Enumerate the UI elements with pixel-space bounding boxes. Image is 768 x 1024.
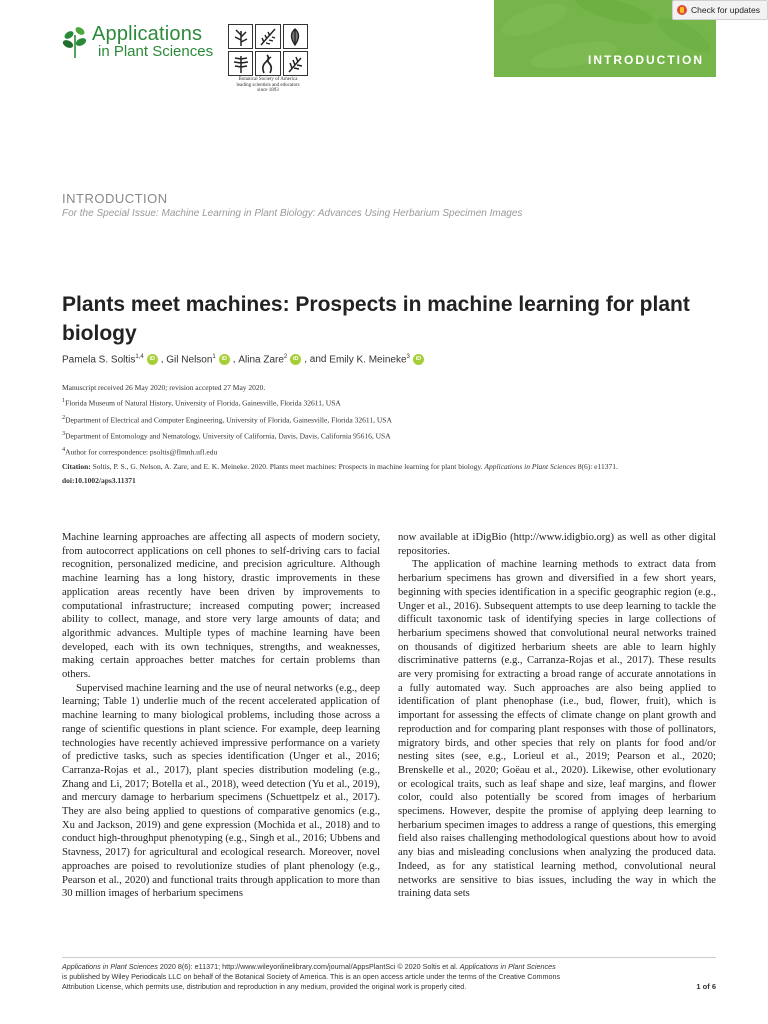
footer-line-3: Attribution License, which permits use, distribution and reproduction in any medium, provided the original work is properly cited. bbox=[62, 982, 467, 992]
branch-sketch-icon bbox=[283, 51, 308, 76]
check-for-updates-button[interactable] bbox=[672, 0, 768, 20]
affil-sup: 2 bbox=[62, 414, 66, 421]
author-affil-sup: 2 bbox=[283, 354, 288, 360]
orcid-icon[interactable]: iD bbox=[219, 354, 230, 365]
citation-label: Citation: bbox=[62, 462, 91, 471]
affil-text: Florida Museum of Natural History, University of Florida, Gainesville, Florida 32611, USA bbox=[65, 398, 341, 408]
body-column-left bbox=[62, 531, 380, 901]
citation-journal: Applications in Plant Sciences bbox=[484, 462, 576, 471]
journal-name-line2: in Plant Sciences bbox=[98, 43, 214, 60]
author-1[interactable] bbox=[62, 354, 144, 365]
journal-name bbox=[92, 24, 213, 59]
author-name: Alina Zare bbox=[238, 354, 284, 366]
plant-sketch-icon bbox=[228, 24, 253, 49]
correspondence-text[interactable]: Author for correspondence: psoltis@flmnh.ufl.edu bbox=[65, 447, 218, 457]
journal-logo[interactable] bbox=[60, 24, 213, 59]
frond-sketch-icon bbox=[228, 51, 253, 76]
section-banner-label: INTRODUCTION bbox=[588, 53, 704, 67]
special-issue-line: For the Special Issue: Machine Learning in Plant Biology: Advances Using Herbarium Specimen Images bbox=[62, 208, 523, 219]
body-paragraph: The application of machine learning methods to extract data from herbarium specimens has grown and diversified in a few short years, beginning with species identification in a specific geographic region (e.g., Unger et al., 2016). Subsequent attempts to use deep learning to tackle the difficult taxonomic task of identifying species in large collections of herbarium specimens showed that convolutional neural networks trained on thousands of digitized herbarium sheets are able to learn highly discriminative patterns (e.g., Carranza-Rojas et al., 2017). These results are very promising for extracting a broad range of accurate annotations in a fully automated way. Such approaches are also being applied to identification of plant phenophase (i.e., bud, flower, fruit), which is important for assessing the effects of climate change on plant growth and reproduction and for comparing plant responses with those of pollinators, migratory birds, and other species that rely on plants for food and/or nesting sites (see, e.g., Lorieul et al., 2019; Pearson et al., 2020; Brenskelle et al., 2020; Goëau et al., 2020). Likewise, other evolutionary or ecological traits, such as leaf shape and size, leaf margins, and flower color, could also potentially be scored from images of herbarium specimens. However, despite the promise of applying deep learning to herbarium specimen images to address a range of questions, this emerging field also raises challenging methodological questions about how to avoid any bias and misleading conclusions when analyzing the produced data. Indeed, as for any statistical learning method, convolutional neural networks are sensitive to bias issues, including the way in which the training data sets bbox=[398, 559, 716, 900]
leaf-sketch-icon bbox=[283, 24, 308, 49]
affil-text: Department of Entomology and Nematology, University of California, Davis, Davis, California 95616, USA bbox=[65, 431, 391, 441]
footer-line-1 bbox=[62, 962, 662, 972]
author-affil-sup: 1 bbox=[212, 354, 216, 360]
author-separator: , bbox=[232, 354, 239, 366]
body-paragraph: Supervised machine learning and the use of neural networks (e.g., deep learning; Table 1) underlie much of the recent accelerated application of machine learning to many biological problems, including those across a range of scientific questions in plant science. For example, deep learning technologies have recently achieved impressive performance on a variety of predictive tasks, such as species identification (Unger et al., 2016; Carranza-Rojas et al., 2017), plant species distribution modeling (e.g., Zhang and Li, 2017; Botella et al., 2018), weed detection (Yu et al., 2019), and mercury damage to herbarium specimens (Schuettpelz et al., 2017). They are also being applied to questions of comparative genomics (e.g., Xu and Jackson, 2019) and gene expression (Mochida et al., 2018) and to conduct high-throughput phenotyping (e.g., Singh et al., 2016; Ubbens and Stavness, 2017) for agricultural and ecological research. Moreover, novel approaches are poised to revolutionize studies of plant phenology (e.g., Pearson et al., 2020) and functional traits through application to more than 30 million images of herbarium specimens bbox=[62, 682, 380, 900]
author-name: Emily K. Meineke bbox=[329, 354, 407, 366]
footer-divider bbox=[62, 957, 716, 958]
author-separator: , bbox=[160, 354, 167, 366]
affiliation-3 bbox=[62, 430, 391, 441]
orcid-icon[interactable]: iD bbox=[147, 354, 158, 365]
section-kicker: INTRODUCTION bbox=[62, 191, 168, 206]
bsa-emblem bbox=[228, 24, 308, 76]
author-separator: , and bbox=[304, 354, 330, 366]
author-2[interactable] bbox=[166, 354, 215, 365]
footer-text[interactable]: 2020 8(6): e11371; http://www.wileyonlinelibrary.com/journal/AppsPlantSci © 2020 Soltis et al. bbox=[159, 962, 458, 971]
journal-name-line1: Applications bbox=[92, 23, 203, 45]
footer-journal: Applications in Plant Sciences bbox=[62, 962, 158, 971]
bsa-caption-line3: since 1893 bbox=[257, 88, 279, 93]
author-affil-sup: 1,4 bbox=[135, 354, 144, 360]
author-4[interactable] bbox=[329, 354, 410, 365]
body-paragraph: Machine learning approaches are affecting all aspects of modern society, from autocorrect applications on cell phones to self-driving cars to facial recognition, personalized medicine, and precision agriculture. Although machine learning has a long history, drastic improvements in these application areas recently have been driven by improvements to computational infrastructure; increased computing power; increased ability to collect, manage, and store very large amounts of data; and algorithmic advances. Multiple types of machine learning have been developed, each with its own techniques, strengths, and weaknesses, making certain approaches better matches for certain problems than others. bbox=[62, 532, 380, 681]
bsa-caption-line1: Botanical Society of America bbox=[238, 77, 298, 82]
affiliation-1 bbox=[62, 397, 341, 408]
footer-journal: Applications in Plant Sciences bbox=[459, 962, 556, 971]
orcid-icon[interactable]: iD bbox=[413, 354, 424, 365]
affil-sup: 3 bbox=[62, 430, 66, 437]
affil-sup: 1 bbox=[62, 397, 66, 404]
affil-text: Department of Electrical and Computer Engineering, University of Florida, Gainesville, Florida 32611, USA bbox=[65, 415, 392, 425]
author-affil-sup: 3 bbox=[406, 354, 410, 360]
check-for-updates-label: Check for updates bbox=[691, 5, 760, 15]
correspondence bbox=[62, 446, 217, 457]
body-column-right bbox=[398, 531, 716, 901]
author-3[interactable] bbox=[238, 354, 287, 365]
doi-link[interactable]: doi:10.1002/aps3.11371 bbox=[62, 476, 136, 485]
citation bbox=[62, 462, 618, 471]
manuscript-dates: Manuscript received 26 May 2020; revision accepted 27 May 2020. bbox=[62, 383, 266, 392]
seaweed-sketch-icon bbox=[255, 51, 280, 76]
citation-text: Soltis, P. S., G. Nelson, A. Zare, and E. K. Meineke. 2020. Plants meet machines: Prospects in machine learning for plant biology. bbox=[92, 462, 483, 471]
fern-sketch-icon bbox=[255, 24, 280, 49]
page-number: 1 of 6 bbox=[696, 982, 716, 991]
orcid-icon[interactable]: iD bbox=[290, 354, 301, 365]
bsa-caption bbox=[228, 77, 308, 94]
citation-volume: 8(6): e11371. bbox=[577, 462, 618, 471]
article-title: Plants meet machines: Prospects in machine learning for plant biology bbox=[62, 293, 690, 345]
author-name: Gil Nelson bbox=[166, 354, 213, 366]
footer-license bbox=[62, 962, 662, 993]
footer-line-2: is published by Wiley Periodicals LLC on behalf of the Botanical Society of America. This is an open access article under the terms of the Creative Commons bbox=[62, 972, 561, 982]
leaf-icon bbox=[60, 25, 90, 59]
crossmark-icon bbox=[677, 5, 687, 15]
bsa-caption-line2: leading scientists and educators bbox=[236, 82, 300, 88]
affiliation-2 bbox=[62, 414, 392, 425]
affil-sup: 4 bbox=[62, 446, 66, 453]
author-list bbox=[62, 354, 427, 365]
bsa-logo[interactable] bbox=[228, 24, 308, 92]
doi bbox=[62, 476, 136, 485]
body-paragraph: now available at iDigBio (http://www.idigbio.org) as well as other digital repositories. bbox=[398, 532, 716, 557]
author-name: Pamela S. Soltis bbox=[62, 354, 136, 366]
